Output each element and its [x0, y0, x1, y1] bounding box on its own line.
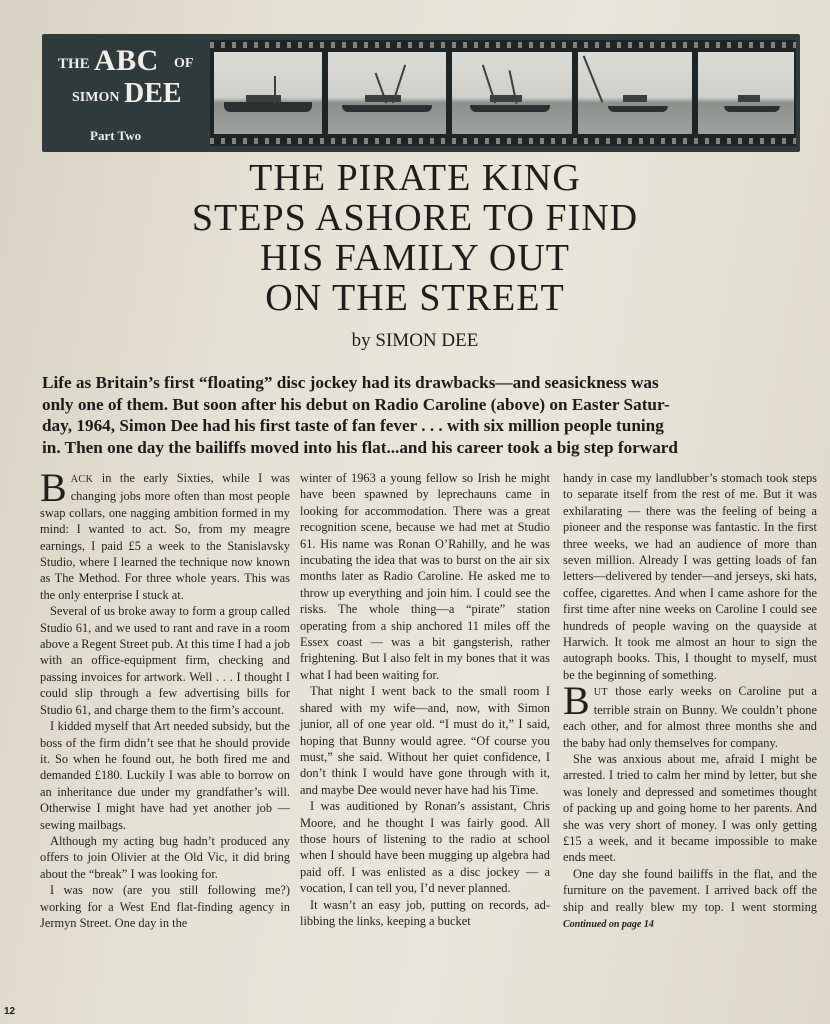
headline-line: HIS FAMILY OUT — [260, 237, 570, 279]
film-frame-ship — [452, 52, 572, 134]
article-paragraph: I was now (are you still following me?) working for a West End flat-finding agency in Jermyn Street. One day in the — [40, 883, 290, 930]
filmstrip-photo — [210, 40, 796, 146]
headline-line: ON THE STREET — [265, 277, 565, 319]
series-title — [42, 34, 207, 152]
article-paragraph: BUT those early weeks on Caroline put a terrible strain on Bunny. We couldn’t phone each other, and for almost three months she and the baby had only themselves for company. — [563, 678, 817, 750]
article-paragraph: She was anxious about me, afraid I might be arrested. I tried to calm her mind by letter, but she was lonely and depressed and sometimes thought of packing up and going home to her parents. And she was very short of money. I was only getting £15 a week, and it became impossible to make ends meet. — [563, 751, 817, 865]
byline: by SIMON DEE — [351, 330, 479, 351]
article-paragraph: Although my acting bug hadn’t produced any offers to join Olivier at the Old Vic, it did bring about the “break” I was looking for. — [40, 833, 290, 881]
headline-line: THE PIRATE KING — [249, 157, 581, 199]
headline-line: STEPS ASHORE TO FIND — [191, 197, 639, 239]
film-frame-ship — [214, 52, 322, 134]
article-paragraph: winter of 1963 a young fellow so Irish he might have been spawned by leprechauns came in looking for accommodation. There was a great recognition scene, because we had met at Studio 61. His name was Ronan O’Rahilly, and he was incubating the idea that was to burst on the air six months later as Radio Caroline. He asked me to throw up everything and join him. I could see the risks. The whole thing—a “pirate” station operating from a ship anchored 11 miles off the Essex coast — was a bit gangsterish, rather frightening. But I also felt in my bones that it was what I had been waiting for. — [300, 471, 550, 682]
drop-cap: B — [563, 678, 590, 724]
series-the: THE — [58, 56, 90, 72]
article-paragraph: That night I went back to the small room I shared with my wife—and, now, with Simon junior, all of one year old. “I must do it,” I said, hoping that Bunny would agree. “Of course you must,” she said. Without her quiet confidence, I don’t think I would have gone through with it, and maybe Dee would never have had his Time. — [300, 684, 550, 797]
article-column-2 — [300, 470, 550, 929]
article-paragraph: Several of us broke away to form a group called Studio 61, and we used to rant and rave in a room above a Regent Street pub. At this time I had a job with an office-equipment firm, checking and passing invoices for artwork. Well . . . I thought I could slip through a few advertising bills for Studio 61, and charge them to the firm’s account. — [40, 604, 290, 717]
series-of: OF — [174, 56, 194, 71]
standfirst-line: in. Then one day the bailiffs moved into his flat...and his career took a big step forward — [42, 437, 678, 457]
series-abc: ABC — [94, 44, 159, 77]
series-banner — [42, 34, 800, 152]
article-paragraph: I kidded myself that Art needed subsidy, but the boss of the firm didn’t see that he should provide it. So when he found out, he both fired me and demanded £180. Luckily I was able to borrow on an inheritance due under my grandfather’s will. Otherwise I might have had yet another job — sewing mailbags. — [40, 719, 290, 832]
film-frame-ship — [698, 52, 794, 134]
article-paragraph: I was auditioned by Ronan’s assistant, Chris Moore, and he thought I was fairly good. All those hours of listening to the radio at school when I should have been mugging up algebra had paid off. I was enlisted as a disc jockey — a vocation, I can tell you, I’d never planned. — [300, 799, 550, 896]
article-column-3 — [563, 470, 817, 933]
page-number: 12 — [4, 1006, 16, 1017]
standfirst-line: only one of them. But soon after his debut on Radio Caroline (above) on Easter Satur- — [42, 394, 670, 414]
standfirst-line: day, 1964, Simon Dee had his first taste of fan fever . . . with six million people tuning — [42, 416, 664, 435]
headline — [40, 158, 790, 318]
film-perforations — [210, 138, 796, 144]
standfirst — [42, 372, 814, 458]
article-paragraph: It wasn’t an easy job, putting on records, ad-libbing the links, keeping a bucket — [300, 897, 550, 928]
series-part: Part Two — [90, 128, 142, 143]
lead-smallcaps: UT — [593, 687, 609, 699]
film-perforations — [210, 42, 796, 48]
article-paragraph: handy in case my landlubber’s stomach took steps to separate itself from the rest of me. But it was exhilarating — there was the feeling of being a pioneer and the response was fantastic. In the first three weeks, we had an audience of more than seven million. Already I was getting loads of fan letters—delivered by tender—and jerseys, ski hats, coffee, cigarettes. And when I came ashore for the first time after nine weeks on Caroline I could see hundreds of people waving on the quayside at Harwich. It took me almost an hour to sign the autograph books. This, I thought to myself, must be the beginning of something. — [563, 471, 817, 682]
article-column-1 — [40, 465, 290, 931]
article-paragraph: One day she found bailiffs in the flat, and the furniture on the pavement. I arrived back off the ship and really blew my top. I went storming Continued on page 14 — [563, 866, 817, 930]
film-frame-ship — [578, 52, 692, 134]
film-frame-ship — [328, 52, 446, 134]
series-simon: SIMON — [72, 90, 120, 105]
lead-smallcaps: ACK — [70, 474, 94, 485]
continued-note: Continued on page 14 — [563, 918, 654, 930]
article-paragraph: BACK in the early Sixties, while I was changing jobs more often than most people swap collars, one nagging ambition formed in my mind: I wanted to act. So, from my meagre earnings, I paid £5 a week to the Stanislavsky Studio, where I learned the technique now known as The Method. For three whole years. This was the only enterprise I stuck at. — [40, 465, 290, 602]
series-dee: DEE — [124, 78, 182, 109]
drop-cap: B — [40, 465, 67, 510]
standfirst-line: Life as Britain’s first “floating” disc jockey had its drawbacks—and seasickness was — [42, 373, 659, 392]
